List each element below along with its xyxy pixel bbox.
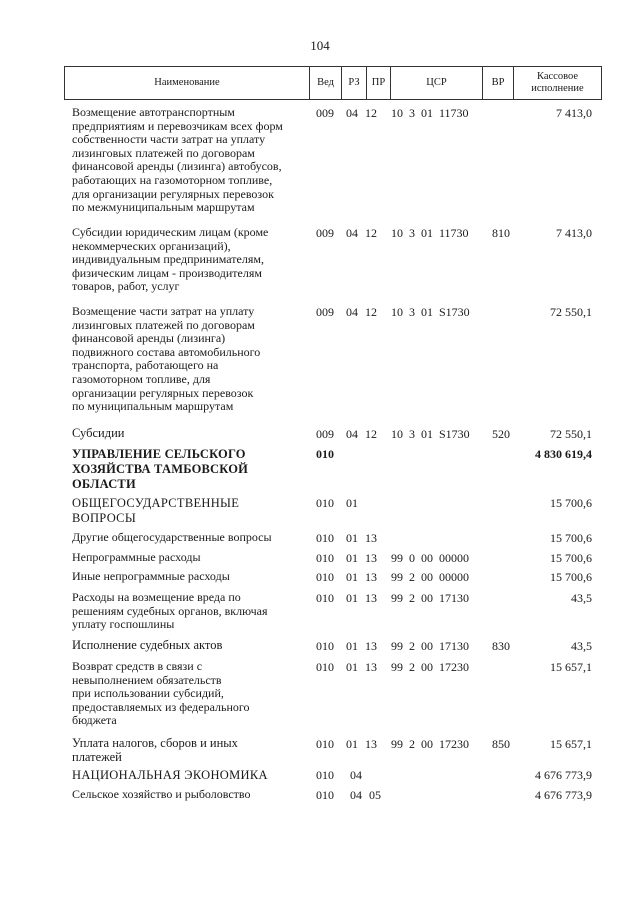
row-pr: 12 xyxy=(365,427,377,441)
row-name: Уплата налогов, сборов и иных платежей xyxy=(72,736,238,764)
row-pr: 05 xyxy=(369,788,381,802)
row-amount: 43,5 xyxy=(571,639,592,653)
row-amount: 4 830 619,4 xyxy=(535,447,592,461)
row-ved: 010 xyxy=(316,496,334,510)
row-ved: 010 xyxy=(316,570,334,584)
row-vr: 810 xyxy=(492,226,510,240)
row-pr: 12 xyxy=(365,106,377,120)
row-vr: 850 xyxy=(492,737,510,751)
row-ved: 010 xyxy=(316,660,334,674)
row-csr: 99 2 00 17130 xyxy=(391,639,469,653)
row-ved: 010 xyxy=(316,591,334,605)
header-name: Наименование xyxy=(154,77,220,88)
row-vr: 830 xyxy=(492,639,510,653)
row-csr: 99 2 00 17230 xyxy=(391,660,469,674)
row-rz: 01 xyxy=(346,531,358,545)
row-csr: 10 3 01 11730 xyxy=(391,226,469,240)
row-amount: 7 413,0 xyxy=(556,226,592,240)
row-name: НАЦИОНАЛЬНАЯ ЭКОНОМИКА xyxy=(72,768,268,782)
row-name: Возмещение автотранспортным предприятиям и перевозчикам всех форм собственности части затрат на уплату лизинговых платежей по договорам финансовой аренды (лизинга) автобусов, работающих на газомоторном топливе, для организации регулярных перевозок по межмуниципальным маршрутам xyxy=(72,105,283,215)
row-rz: 04 xyxy=(346,305,358,319)
row-name: Иные непрограммные расходы xyxy=(72,569,230,583)
row-ved: 010 xyxy=(316,768,334,782)
row-ved: 010 xyxy=(316,447,334,461)
row-amount: 72 550,1 xyxy=(550,305,592,319)
row-csr: 99 2 00 17130 xyxy=(391,591,469,605)
header-rz: РЗ xyxy=(341,67,366,99)
row-pr: 13 xyxy=(365,551,377,565)
row-amount: 72 550,1 xyxy=(550,427,592,441)
row-pr: 13 xyxy=(365,639,377,653)
row-amount: 7 413,0 xyxy=(556,106,592,120)
row-rz: 01 xyxy=(346,570,358,584)
row-rz: 01 xyxy=(346,591,358,605)
row-csr: 99 2 00 00000 xyxy=(391,570,469,584)
row-amount: 4 676 773,9 xyxy=(535,788,592,802)
row-name: Возмещение части затрат на уплату лизинговых платежей по договорам финансовой аренды (лизинга) подвижного состава автомобильного транспорта, работающего на газомоторном топливе, для организации регулярных перевозок по муниципальным маршрутам xyxy=(72,304,261,414)
table-header xyxy=(64,66,602,100)
row-ved: 009 xyxy=(316,305,334,319)
row-pr: 13 xyxy=(365,737,377,751)
row-rz: 04 xyxy=(346,427,358,441)
row-rz: 04 xyxy=(346,106,358,120)
row-amount: 4 676 773,9 xyxy=(535,768,592,782)
row-rz: 04 xyxy=(350,788,362,802)
row-pr: 13 xyxy=(365,591,377,605)
row-rz: 01 xyxy=(346,551,358,565)
row-pr: 13 xyxy=(365,660,377,674)
row-rz: 01 xyxy=(346,737,358,751)
row-name: Расходы на возмещение вреда по решениям судебных органов, включая уплату госпошлины xyxy=(72,590,268,632)
row-pr: 12 xyxy=(365,305,377,319)
row-name: Сельское хозяйство и рыболовство xyxy=(72,787,251,801)
row-pr: 13 xyxy=(365,570,377,584)
row-amount: 15 657,1 xyxy=(550,660,592,674)
row-ved: 010 xyxy=(316,788,334,802)
row-amount: 15 700,6 xyxy=(550,551,592,565)
row-rz: 04 xyxy=(350,768,362,782)
row-rz: 01 xyxy=(346,660,358,674)
row-pr: 13 xyxy=(365,531,377,545)
row-ved: 009 xyxy=(316,427,334,441)
row-name: Непрограммные расходы xyxy=(72,550,201,564)
row-ved: 010 xyxy=(316,531,334,545)
header-amount: Кассовое исполнение xyxy=(513,67,601,99)
header-ved: Вед xyxy=(309,67,341,99)
row-amount: 15 700,6 xyxy=(550,531,592,545)
row-csr: 10 3 01 11730 xyxy=(391,106,469,120)
row-ved: 010 xyxy=(316,737,334,751)
row-name: УПРАВЛЕНИЕ СЕЛЬСКОГО ХОЗЯЙСТВА ТАМБОВСКОЙ ОБЛАСТИ xyxy=(72,447,249,491)
row-amount: 43,5 xyxy=(571,591,592,605)
row-csr: 99 0 00 00000 xyxy=(391,551,469,565)
row-ved: 010 xyxy=(316,551,334,565)
row-rz: 01 xyxy=(346,639,358,653)
page-number: 104 xyxy=(310,38,330,53)
row-csr: 10 3 01 S1730 xyxy=(391,427,470,441)
row-name: Субсидии xyxy=(72,426,125,440)
row-amount: 15 700,6 xyxy=(550,496,592,510)
row-name: Субсидии юридическим лицам (кроме некоммерческих организаций), индивидуальным предпринимателям, физическим лицам - производителям товаров, работ, услуг xyxy=(72,225,269,294)
header-csr: ЦСР xyxy=(390,67,482,99)
header-vr: ВР xyxy=(482,67,513,99)
row-name: Возврат средств в связи с невыполнением обязательств при использовании субсидий, предоставляемых из федерального бюджета xyxy=(72,659,250,728)
row-name: Другие общегосударственные вопросы xyxy=(72,530,272,544)
row-rz: 01 xyxy=(346,496,358,510)
row-rz: 04 xyxy=(346,226,358,240)
row-pr: 12 xyxy=(365,226,377,240)
row-amount: 15 657,1 xyxy=(550,737,592,751)
row-name: Исполнение судебных актов xyxy=(72,638,223,652)
row-ved: 009 xyxy=(316,226,334,240)
row-csr: 99 2 00 17230 xyxy=(391,737,469,751)
row-name: ОБЩЕГОСУДАРСТВЕННЫЕ ВОПРОСЫ xyxy=(72,496,240,525)
row-amount: 15 700,6 xyxy=(550,570,592,584)
row-vr: 520 xyxy=(492,427,510,441)
header-pr: ПР xyxy=(366,67,390,99)
row-csr: 10 3 01 S1730 xyxy=(391,305,470,319)
row-ved: 010 xyxy=(316,639,334,653)
row-ved: 009 xyxy=(316,106,334,120)
